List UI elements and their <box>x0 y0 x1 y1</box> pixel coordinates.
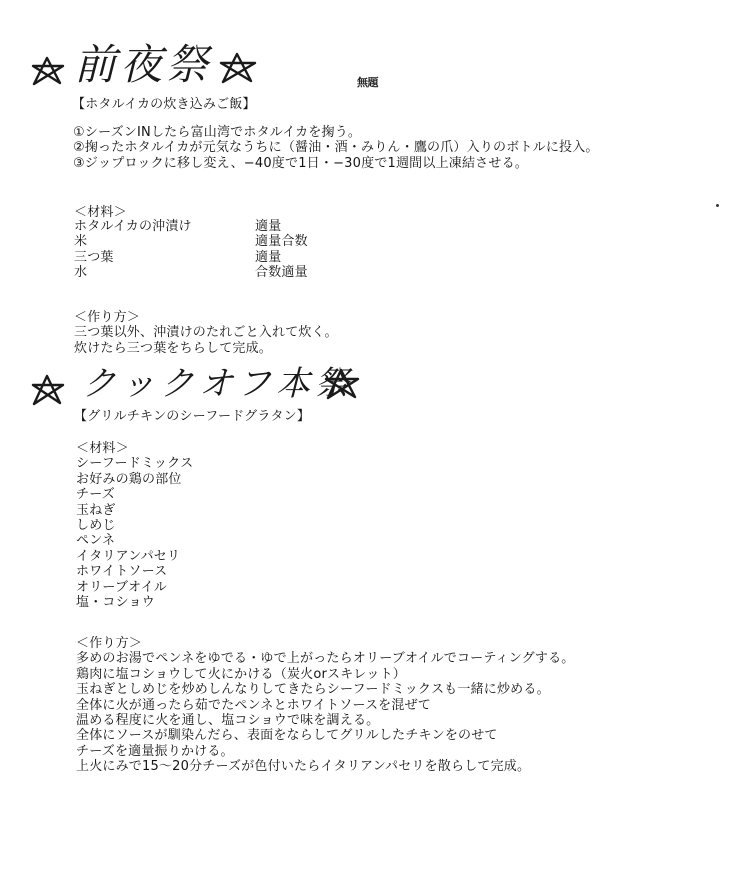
method-line: 多めのお湯でペンネをゆでる・ゆで上がったらオリーブオイルでコーティングする。 <box>76 651 575 667</box>
method-heading: ＜作り方＞ <box>74 310 141 325</box>
ingredient-item: 塩・コショウ <box>76 594 155 610</box>
ingredient-item: お好みの鶏の部位 <box>76 471 182 487</box>
hand-drawn-star-icon <box>218 50 258 90</box>
ingredients-heading: ＜材料＞ <box>76 441 129 456</box>
ingredient-row <box>74 250 334 265</box>
section1-steps <box>73 125 599 171</box>
ingredient-row <box>74 219 334 234</box>
ingredient-name: 水 <box>74 265 88 281</box>
section1-method <box>74 310 338 356</box>
hand-drawn-star-icon <box>30 372 66 412</box>
section1-ingredients-heading: ＜材料＞ <box>74 205 127 220</box>
ingredient-item: 玉ねぎ <box>76 502 116 518</box>
method-line: 炊けたら三つ葉をちらして完成。 <box>74 340 273 356</box>
section2-recipe-title: 【グリルチキンのシーフードグラタン】 <box>74 409 311 424</box>
ingredient-row <box>74 265 334 280</box>
method-line: 玉ねぎとしめじを炒めしんなりしてきたらシーフードミックスも一緒に炒める。 <box>76 682 550 698</box>
ingredient-name: ホタルイカの沖漬け <box>74 219 192 234</box>
hand-drawn-star-icon <box>323 366 361 406</box>
method-heading: ＜作り方＞ <box>76 636 143 651</box>
ingredient-item: チーズ <box>76 487 115 503</box>
section2-ingredients <box>76 441 193 610</box>
ingredient-item: ホワイトソース <box>76 564 168 580</box>
stamp-label: 無題 <box>357 76 378 89</box>
method-line: 全体にソースが馴染んだら、表面をならしてグリルしたチキンをのせて <box>76 728 498 744</box>
ingredient-name: 三つ葉 <box>74 249 114 265</box>
section1-ingredients <box>74 219 334 281</box>
section2-method <box>76 636 574 775</box>
section1-recipe-title: 【ホタルイカの炊き込みご飯】 <box>72 97 256 112</box>
ingredient-name: 米 <box>74 234 88 250</box>
ingredient-item: オリーブオイル <box>76 579 167 595</box>
method-line: 上火にみで15〜20分チーズが色付いたらイタリアンパセリを散らして完成。 <box>76 759 531 775</box>
step-line: ③ジップロックに移し変え、−40度で1日・−30度で1週間以上凍結させる。 <box>73 155 528 171</box>
method-line: 三つ葉以外、沖漬けのたれごと入れて炊く。 <box>74 325 338 341</box>
hand-drawn-star-icon <box>30 54 66 92</box>
method-line: 鶏肉に塩コショウして火にかける（炭火orスキレット） <box>76 666 406 682</box>
ingredient-amount: 適量 <box>255 219 282 234</box>
scan-speck <box>716 204 719 207</box>
ingredient-item: しめじ <box>76 517 116 533</box>
ingredient-item: イタリアンパセリ <box>76 548 181 564</box>
method-line: 全体に火が通ったら茹でたペンネとホワイトソースを混ぜて <box>76 697 431 713</box>
ingredient-amount: 適量 <box>255 249 282 265</box>
section2-heading: クックオフ本祭 <box>82 364 354 404</box>
step-line: ②掬ったホタルイカが元気なうちに（醤油・酒・みりん・鷹の爪）入りのボトルに投入。 <box>73 140 599 156</box>
method-line: 温める程度に火を通し、塩コショウで味を調える。 <box>76 712 380 728</box>
ingredient-amount: 合数適量 <box>255 265 308 281</box>
ingredient-item: ペンネ <box>76 533 116 549</box>
method-line: チーズを適量振りかける。 <box>76 743 234 759</box>
step-line: ①シーズンINしたら富山湾でホタルイカを掬う。 <box>73 125 362 140</box>
ingredient-item: シーフードミックス <box>76 456 194 472</box>
ingredient-amount: 適量合数 <box>255 234 308 250</box>
ingredient-row <box>74 234 334 249</box>
section1-heading: 前夜祭 <box>74 40 213 89</box>
